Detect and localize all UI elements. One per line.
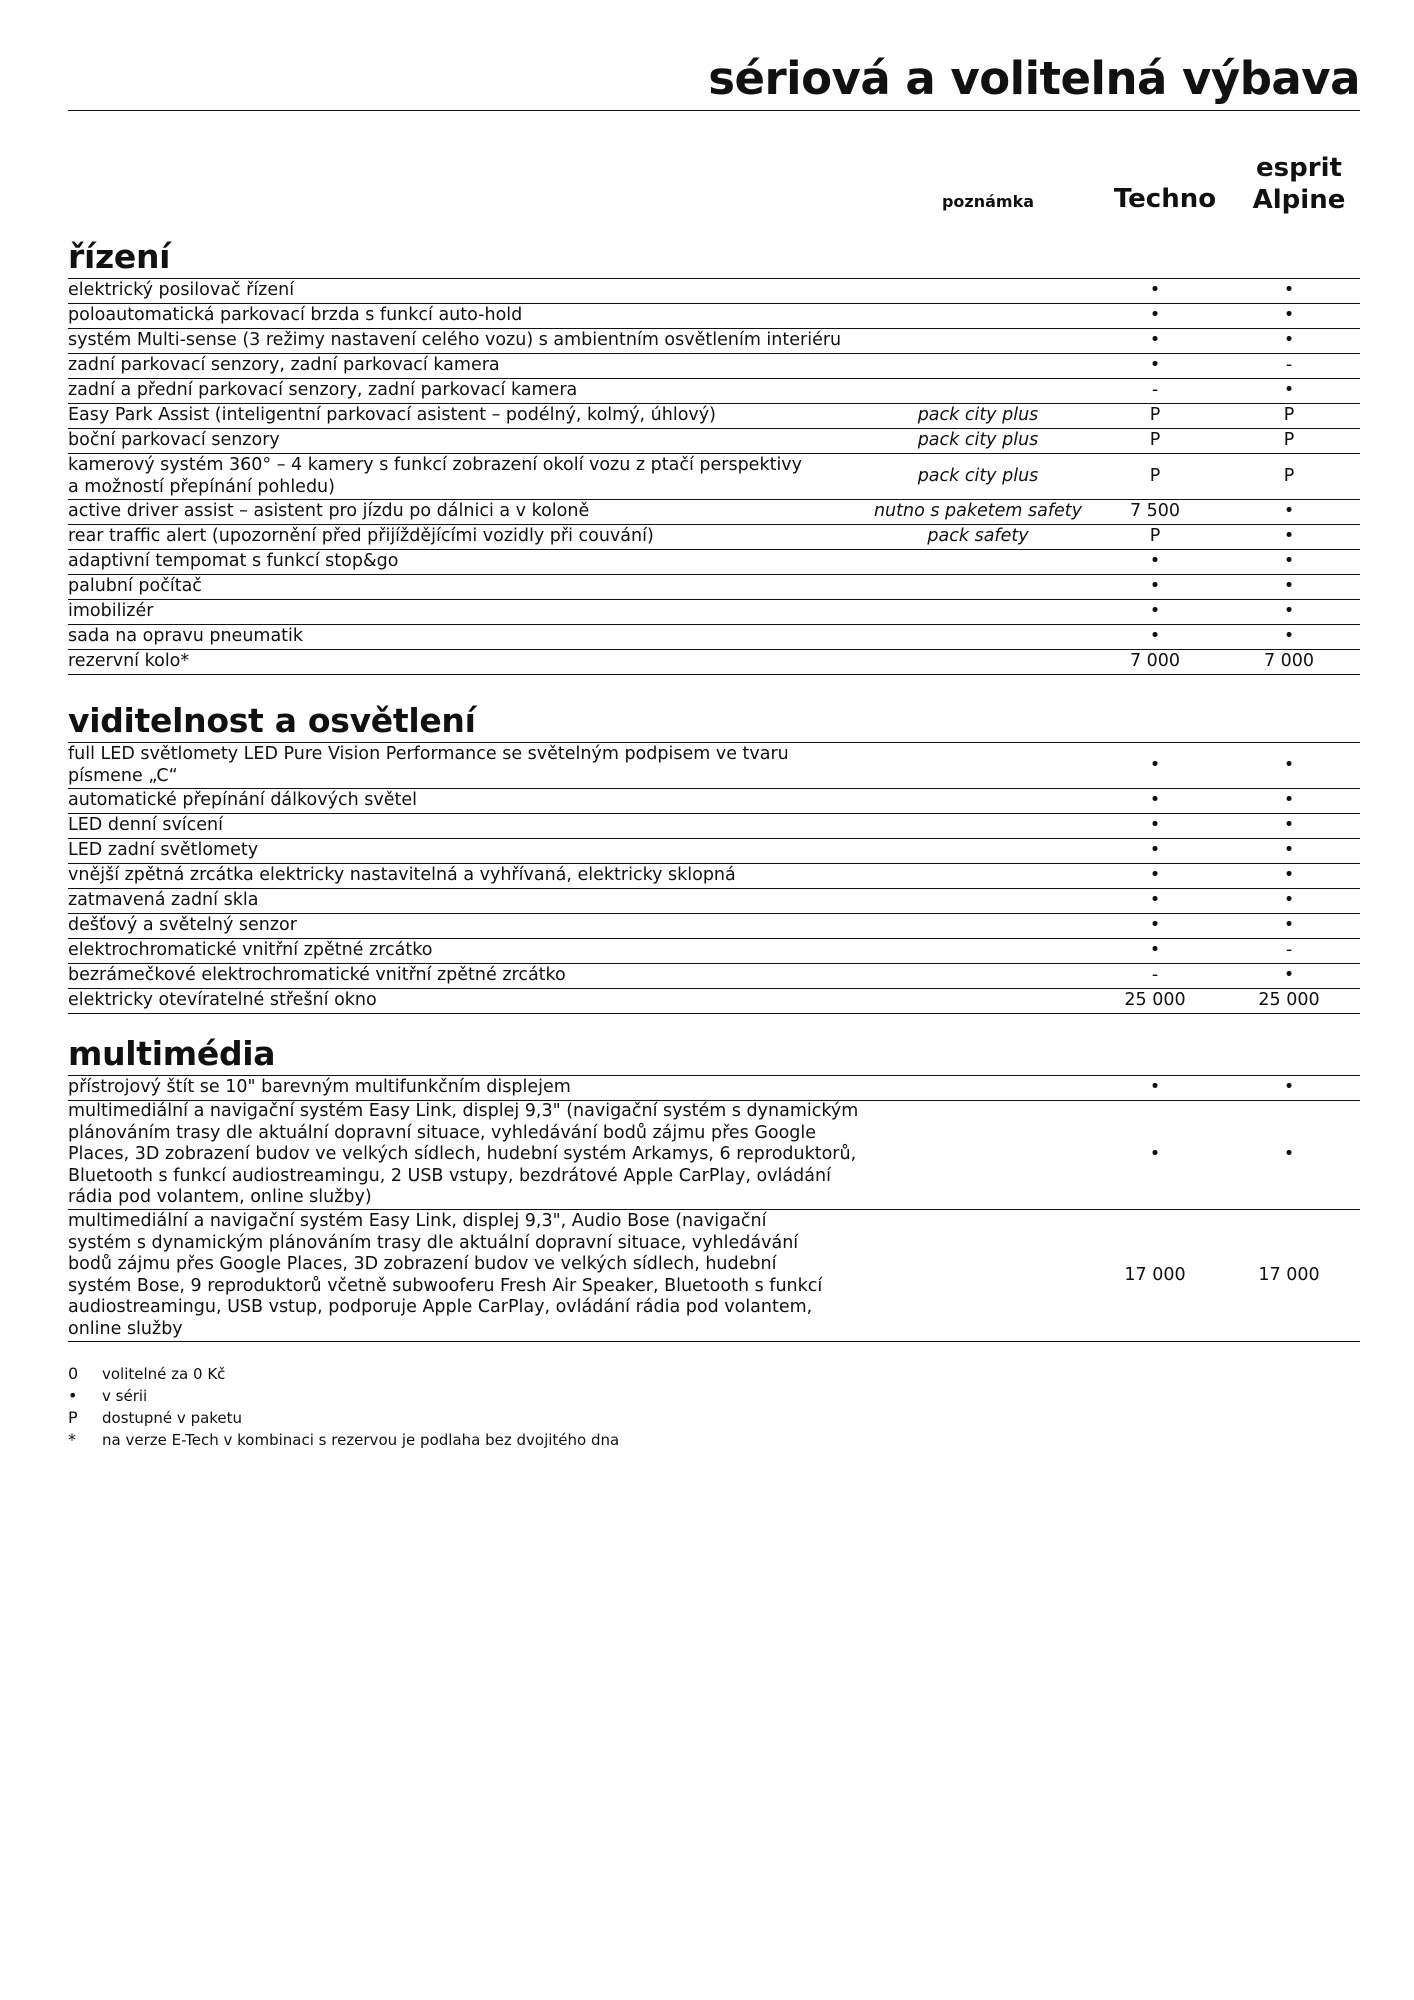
section-heading: řízení (68, 237, 171, 276)
alpine-value-cell: • (1222, 839, 1356, 864)
note-cell (868, 625, 1088, 650)
alpine-value-cell: 25 000 (1222, 989, 1356, 1014)
alpine-value-cell: • (1222, 550, 1356, 575)
spacer-cell (1356, 1101, 1360, 1210)
table-row (68, 1076, 1360, 1101)
techno-value-cell: • (1088, 550, 1222, 575)
table-row (68, 379, 1360, 404)
techno-value-cell: 25 000 (1088, 989, 1222, 1014)
spacer-cell (1356, 650, 1360, 675)
table-row (68, 304, 1360, 329)
techno-value-cell: • (1088, 814, 1222, 839)
spacer-cell (1356, 743, 1360, 789)
table-row (68, 1101, 1360, 1210)
feature-cell: zadní a přední parkovací senzory, zadní parkovací kamera (68, 379, 868, 404)
page-title: sériová a volitelná výbava (708, 52, 1360, 105)
feature-cell: rezervní kolo* (68, 650, 868, 675)
note-cell (868, 839, 1088, 864)
techno-value-cell: • (1088, 789, 1222, 814)
alpine-value-cell: - (1222, 939, 1356, 964)
column-header-alpine-line2: Alpine (1252, 185, 1346, 215)
feature-cell: zadní parkovací senzory, zadní parkovací kamera (68, 354, 868, 379)
column-header-techno: Techno (1113, 184, 1217, 214)
note-cell (868, 989, 1088, 1014)
alpine-value-cell: P (1222, 404, 1356, 429)
alpine-value-cell: • (1222, 789, 1356, 814)
table-row (68, 550, 1360, 575)
techno-value-cell: - (1088, 964, 1222, 989)
table-row (68, 989, 1360, 1014)
note-cell (868, 789, 1088, 814)
feature-cell: palubní počítač (68, 575, 868, 600)
alpine-value-cell: • (1222, 500, 1356, 525)
spacer-cell (1356, 964, 1360, 989)
table-row (68, 500, 1360, 525)
spacer-cell (1356, 814, 1360, 839)
alpine-value-cell: • (1222, 304, 1356, 329)
techno-value-cell: • (1088, 939, 1222, 964)
alpine-value-cell: • (1222, 575, 1356, 600)
alpine-value-cell: • (1222, 1101, 1356, 1210)
alpine-value-cell: • (1222, 743, 1356, 789)
note-cell (868, 550, 1088, 575)
feature-cell: systém Multi-sense (3 režimy nastavení celého vozu) s ambientním osvětlením interiéru (68, 329, 868, 354)
techno-value-cell: • (1088, 304, 1222, 329)
spec-table (68, 1076, 1360, 1342)
column-header-note: poznámka (941, 192, 1035, 211)
note-cell (868, 354, 1088, 379)
spacer-cell (1356, 379, 1360, 404)
spacer-cell (1356, 304, 1360, 329)
feature-cell: adaptivní tempomat s funkcí stop&go (68, 550, 868, 575)
title-divider (68, 110, 1360, 111)
note-cell (868, 964, 1088, 989)
note-cell (868, 600, 1088, 625)
techno-value-cell: • (1088, 743, 1222, 789)
table-row (68, 889, 1360, 914)
column-header-alpine (1234, 152, 1364, 216)
feature-cell: elektrický posilovač řízení (68, 279, 868, 304)
alpine-value-cell: • (1222, 889, 1356, 914)
techno-value-cell: P (1088, 404, 1222, 429)
techno-value-cell: • (1088, 329, 1222, 354)
legend-symbol: • (68, 1386, 78, 1405)
table-row (68, 939, 1360, 964)
spacer-cell (1356, 329, 1360, 354)
spacer-cell (1356, 839, 1360, 864)
alpine-value-cell: • (1222, 814, 1356, 839)
legend-text: v sérii (102, 1387, 148, 1405)
feature-cell: active driver assist – asistent pro jízdu po dálnici a v koloně (68, 500, 868, 525)
legend (68, 1363, 619, 1451)
spacer-cell (1356, 575, 1360, 600)
alpine-value-cell: • (1222, 279, 1356, 304)
feature-cell: sada na opravu pneumatik (68, 625, 868, 650)
feature-cell: elektricky otevíratelné střešní okno (68, 989, 868, 1014)
spacer-cell (1356, 525, 1360, 550)
table-row (68, 575, 1360, 600)
alpine-value-cell: • (1222, 329, 1356, 354)
feature-cell: kamerový systém 360° – 4 kamery s funkcí zobrazení okolí vozu z ptačí perspektivy a možností přepínání pohledu) (68, 454, 868, 500)
techno-value-cell: • (1088, 1101, 1222, 1210)
note-cell (868, 575, 1088, 600)
techno-value-cell: - (1088, 379, 1222, 404)
spacer-cell (1356, 625, 1360, 650)
feature-cell: full LED světlomety LED Pure Vision Performance se světelným podpisem ve tvaru písmene „C“ (68, 743, 868, 789)
note-cell: pack city plus (868, 454, 1088, 500)
section-heading: multimédia (68, 1034, 276, 1073)
legend-item (68, 1385, 619, 1407)
techno-value-cell: • (1088, 625, 1222, 650)
column-headers (68, 150, 1360, 220)
feature-cell: boční parkovací senzory (68, 429, 868, 454)
note-cell (868, 1210, 1088, 1342)
section-rizeni (68, 236, 1360, 675)
techno-value-cell: P (1088, 454, 1222, 500)
spacer-cell (1356, 914, 1360, 939)
section-viditelnost (68, 700, 1360, 1014)
spacer-cell (1356, 354, 1360, 379)
spacer-cell (1356, 864, 1360, 889)
techno-value-cell: P (1088, 429, 1222, 454)
table-row (68, 329, 1360, 354)
spec-table (68, 279, 1360, 675)
legend-text: na verze E-Tech v kombinaci s rezervou je podlaha bez dvojitého dna (102, 1431, 620, 1449)
note-cell (868, 1076, 1088, 1101)
techno-value-cell: P (1088, 525, 1222, 550)
techno-value-cell: • (1088, 600, 1222, 625)
table-row (68, 839, 1360, 864)
feature-cell: přístrojový štít se 10" barevným multifunkčním displejem (68, 1076, 868, 1101)
table-row (68, 650, 1360, 675)
techno-value-cell: • (1088, 889, 1222, 914)
techno-value-cell: • (1088, 839, 1222, 864)
feature-cell: imobilizér (68, 600, 868, 625)
note-cell (868, 650, 1088, 675)
spacer-cell (1356, 279, 1360, 304)
feature-cell: LED denní svícení (68, 814, 868, 839)
table-row (68, 525, 1360, 550)
spacer-cell (1356, 454, 1360, 500)
alpine-value-cell: • (1222, 379, 1356, 404)
note-cell (868, 914, 1088, 939)
spacer-cell (1356, 789, 1360, 814)
note-cell: pack safety (868, 525, 1088, 550)
table-row (68, 429, 1360, 454)
alpine-value-cell: • (1222, 600, 1356, 625)
spacer-cell (1356, 429, 1360, 454)
alpine-value-cell: P (1222, 454, 1356, 500)
table-row (68, 914, 1360, 939)
table-row (68, 625, 1360, 650)
feature-cell: multimediální a navigační systém Easy Link, displej 9,3", Audio Bose (navigační systém s dynamickým plánováním trasy dle aktuální dopravní situace, vyhledávání bodů zájmu přes Google Places, 3D zobrazení budov ve velkých sídlech, hudební systém Bose, 9 reproduktorů včetně subwooferu Fresh Air Speaker, Bluetooth s funkcí audiostreamingu, USB vstup, podporuje Apple CarPlay, ovládání rádia pod volantem, online služby (68, 1210, 868, 1342)
alpine-value-cell: - (1222, 354, 1356, 379)
legend-symbol: * (68, 1430, 76, 1449)
table-row (68, 964, 1360, 989)
table-row (68, 279, 1360, 304)
note-cell (868, 379, 1088, 404)
alpine-value-cell: • (1222, 914, 1356, 939)
techno-value-cell: 17 000 (1088, 1210, 1222, 1342)
note-cell (868, 743, 1088, 789)
legend-text: dostupné v paketu (102, 1409, 243, 1427)
spacer-cell (1356, 1076, 1360, 1101)
alpine-value-cell: 7 000 (1222, 650, 1356, 675)
table-row (68, 454, 1360, 500)
alpine-value-cell: • (1222, 625, 1356, 650)
feature-cell: automatické přepínání dálkových světel (68, 789, 868, 814)
note-cell (868, 329, 1088, 354)
techno-value-cell: • (1088, 575, 1222, 600)
alpine-value-cell: • (1222, 864, 1356, 889)
feature-cell: poloautomatická parkovací brzda s funkcí auto-hold (68, 304, 868, 329)
note-cell (868, 1101, 1088, 1210)
table-row (68, 404, 1360, 429)
note-cell (868, 304, 1088, 329)
note-cell (868, 889, 1088, 914)
alpine-value-cell: 17 000 (1222, 1210, 1356, 1342)
table-row (68, 354, 1360, 379)
table-row (68, 1210, 1360, 1342)
spacer-cell (1356, 889, 1360, 914)
feature-cell: vnější zpětná zrcátka elektricky nastavitelná a vyhřívaná, elektricky sklopná (68, 864, 868, 889)
techno-value-cell: 7 000 (1088, 650, 1222, 675)
table-row (68, 743, 1360, 789)
techno-value-cell: • (1088, 354, 1222, 379)
feature-cell: dešťový a světelný senzor (68, 914, 868, 939)
table-row (68, 789, 1360, 814)
table-row (68, 600, 1360, 625)
legend-item (68, 1429, 619, 1451)
alpine-value-cell: P (1222, 429, 1356, 454)
feature-cell: elektrochromatické vnitřní zpětné zrcátko (68, 939, 868, 964)
legend-symbol: 0 (68, 1364, 79, 1383)
alpine-value-cell: • (1222, 1076, 1356, 1101)
feature-cell: LED zadní světlomety (68, 839, 868, 864)
note-cell: pack city plus (868, 429, 1088, 454)
note-cell (868, 279, 1088, 304)
note-cell (868, 864, 1088, 889)
alpine-value-cell: • (1222, 964, 1356, 989)
section-heading: viditelnost a osvětlení (68, 701, 476, 740)
alpine-value-cell: • (1222, 525, 1356, 550)
feature-cell: rear traffic alert (upozornění před přijíždějícími vozidly při couvání) (68, 525, 868, 550)
note-cell (868, 814, 1088, 839)
feature-cell: zatmavená zadní skla (68, 889, 868, 914)
feature-cell: Easy Park Assist (inteligentní parkovací asistent – podélný, kolmý, úhlový) (68, 404, 868, 429)
legend-text: volitelné za 0 Kč (102, 1365, 226, 1383)
spacer-cell (1356, 939, 1360, 964)
table-row (68, 864, 1360, 889)
techno-value-cell: • (1088, 864, 1222, 889)
note-cell: nutno s paketem safety (868, 500, 1088, 525)
techno-value-cell: • (1088, 1076, 1222, 1101)
spacer-cell (1356, 1210, 1360, 1342)
note-cell (868, 939, 1088, 964)
table-row (68, 814, 1360, 839)
note-cell: pack city plus (868, 404, 1088, 429)
spacer-cell (1356, 600, 1360, 625)
spacer-cell (1356, 989, 1360, 1014)
spacer-cell (1356, 404, 1360, 429)
techno-value-cell: 7 500 (1088, 500, 1222, 525)
legend-item (68, 1363, 619, 1385)
legend-item (68, 1407, 619, 1429)
spec-table (68, 743, 1360, 1014)
techno-value-cell: • (1088, 914, 1222, 939)
techno-value-cell: • (1088, 279, 1222, 304)
legend-symbol: P (68, 1408, 78, 1427)
section-multimedia (68, 1033, 1360, 1342)
feature-cell: multimediální a navigační systém Easy Link, displej 9,3" (navigační systém s dynamickým plánováním trasy dle aktuální dopravní situace, vyhledávání bodů zájmu přes Google Places, 3D zobrazení budov ve velkých sídlech, hudební systém Arkamys, 6 reproduktorů, Bluetooth s funkcí audiostreamingu, 2 USB vstupy, bezdrátové Apple CarPlay, ovládání rádia pod volantem, online služby) (68, 1101, 868, 1210)
column-header-alpine-line1: esprit (1256, 153, 1342, 183)
spacer-cell (1356, 500, 1360, 525)
feature-cell: bezrámečkové elektrochromatické vnitřní zpětné zrcátko (68, 964, 868, 989)
spacer-cell (1356, 550, 1360, 575)
